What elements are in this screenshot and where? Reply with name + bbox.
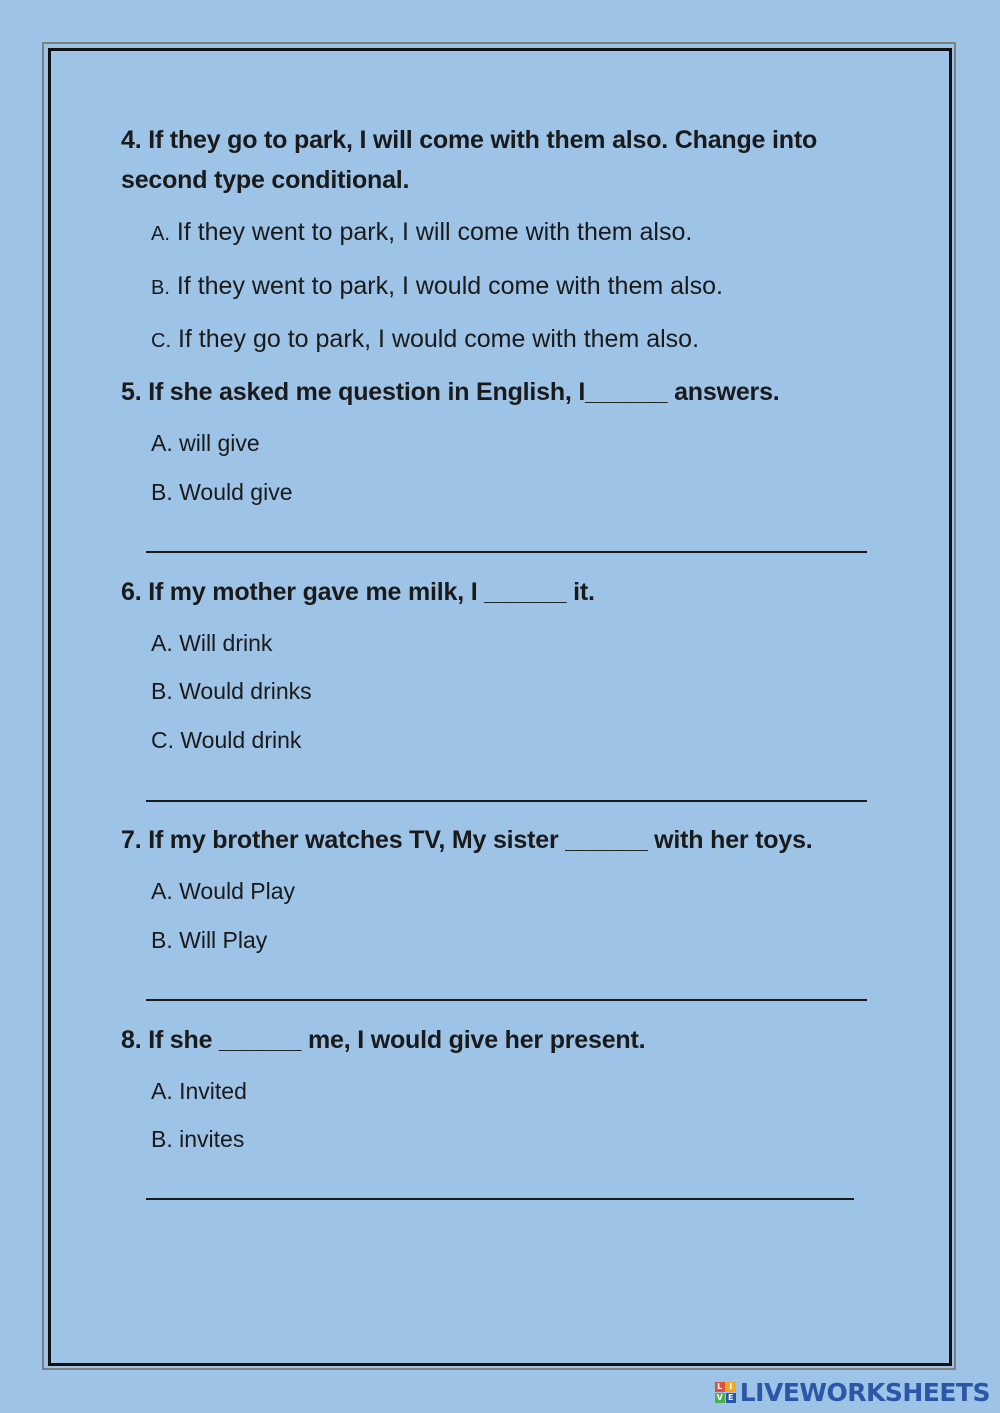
logo-letter-v: V bbox=[716, 1393, 723, 1402]
question-6-option-a[interactable]: A. Will drink bbox=[151, 630, 273, 656]
question-7-title: 7. If my brother watches TV, My sister ______ with her toys. bbox=[121, 826, 813, 854]
question-5-option-b[interactable]: B. Would give bbox=[151, 479, 293, 505]
question-4-option-a[interactable]: A. If they went to park, I will come with them also. bbox=[151, 218, 693, 246]
question-6-option-c[interactable]: C. Would drink bbox=[151, 727, 302, 753]
question-5-title: 5. If she asked me question in English, I______ answers. bbox=[121, 378, 780, 406]
question-4-option-b[interactable]: B. If they went to park, I would come with them also. bbox=[151, 272, 723, 300]
question-8-answer-line[interactable] bbox=[146, 1198, 854, 1200]
question-4-line-2: second type conditional. bbox=[121, 166, 410, 194]
logo-letter-e: E bbox=[726, 1393, 736, 1403]
liveworksheets-brand bbox=[715, 1378, 990, 1407]
question-5-answer-line[interactable] bbox=[146, 551, 867, 553]
question-7-option-b[interactable]: B. Will Play bbox=[151, 927, 268, 953]
question-4-title bbox=[121, 120, 817, 200]
logo-letter-i: I bbox=[726, 1382, 736, 1392]
question-6-option-b[interactable]: B. Would drinks bbox=[151, 678, 312, 704]
question-5-option-a[interactable]: A. will give bbox=[151, 430, 260, 456]
logo-letter-l: L bbox=[715, 1382, 725, 1392]
question-7-option-a[interactable]: A. Would Play bbox=[151, 878, 296, 904]
question-6-answer-line[interactable] bbox=[146, 800, 867, 802]
question-8-option-b[interactable]: B. invites bbox=[151, 1126, 245, 1152]
question-4-line-1: 4. If they go to park, I will come with them also. Change into bbox=[121, 126, 818, 154]
liveworksheets-wordmark: LIVEWORKSHEETS bbox=[739, 1378, 990, 1407]
liveworksheets-logo-icon bbox=[715, 1382, 736, 1403]
question-8-option-a[interactable]: A. Invited bbox=[151, 1078, 247, 1104]
question-7-answer-line[interactable] bbox=[146, 999, 867, 1001]
question-4-option-c[interactable]: C. If they go to park, I would come with them also. bbox=[151, 325, 700, 353]
question-8-title: 8. If she ______ me, I would give her present. bbox=[121, 1026, 646, 1054]
question-6-title: 6. If my mother gave me milk, I ______ it. bbox=[121, 578, 595, 606]
